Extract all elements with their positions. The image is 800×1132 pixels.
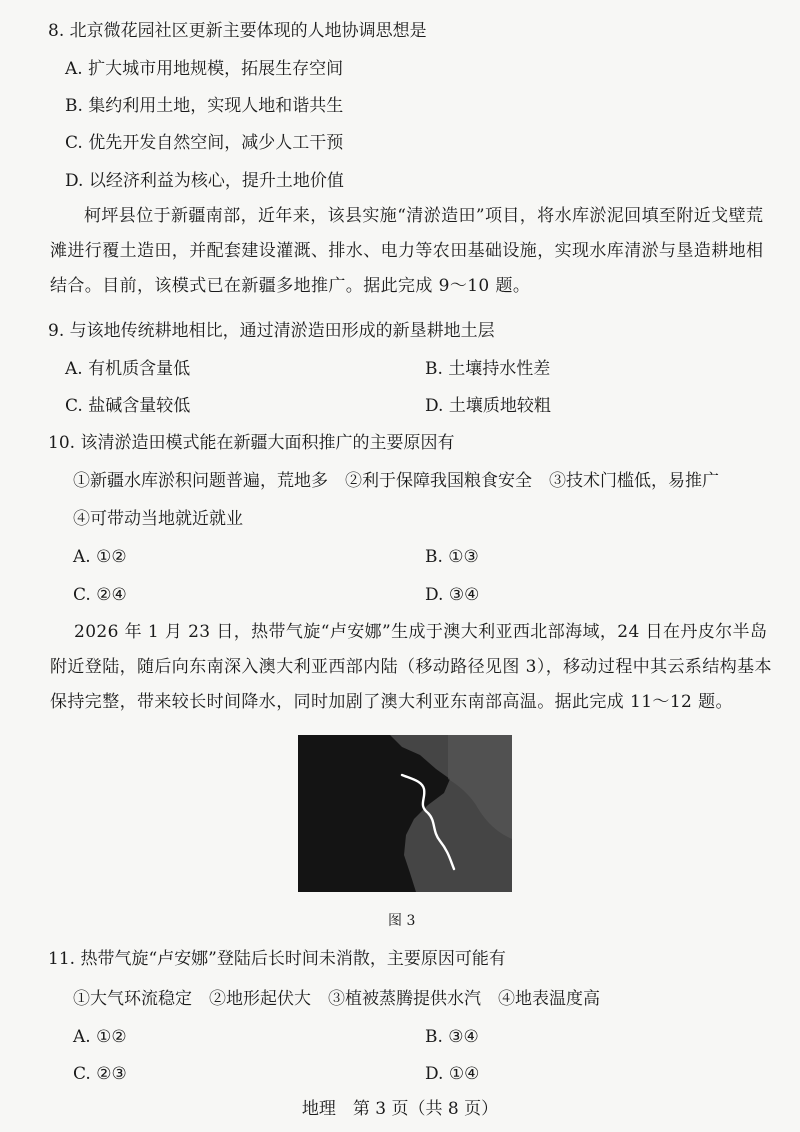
q8-option-b: B. 集约利用土地，实现人地和谐共生 [65, 96, 344, 116]
q11-option-c: C. ②③ [73, 1064, 127, 1084]
q9-option-a: A. 有机质含量低 [65, 359, 191, 379]
q11-option-a: A. ①② [73, 1027, 127, 1047]
q10-items-line1: ①新疆水库淤积问题普遍，荒地多 ②利于保障我国粮食安全 ③技术门槛低，易推广 [73, 471, 719, 491]
q10-option-c: C. ②④ [73, 585, 127, 605]
q8-option-c: C. 优先开发自然空间，减少人工干预 [65, 133, 344, 153]
q11-option-b: B. ③④ [425, 1027, 479, 1047]
q11-items: ①大气环流稳定 ②地形起伏大 ③植被蒸腾提供水汽 ④地表温度高 [73, 989, 600, 1009]
q9-stem: 9. 与该地传统耕地相比，通过清淤造田形成的新垦耕地土层 [48, 321, 495, 341]
q9-option-d: D. 土壤质地较粗 [425, 396, 551, 416]
q8-stem: 8. 北京微花园社区更新主要体现的人地协调思想是 [48, 21, 427, 41]
q10-option-d: D. ③④ [425, 585, 480, 605]
q9-option-b: B. 土壤持水性差 [425, 359, 551, 379]
q8-option-a: A. 扩大城市用地规模，拓展生存空间 [65, 59, 344, 79]
figure-3-cyclone-track-map [298, 735, 512, 892]
q10-stem: 10. 该清淤造田模式能在新疆大面积推广的主要原因有 [48, 433, 455, 453]
q11-option-d: D. ①④ [425, 1064, 480, 1084]
q8-option-d: D. 以经济利益为核心，提升土地价值 [65, 171, 344, 191]
q10-items-line2: ④可带动当地就近就业 [73, 509, 243, 529]
figure-3-caption: 图 3 [388, 913, 416, 929]
q10-option-a: A. ①② [73, 547, 127, 567]
passage-9-10: 柯坪县位于新疆南部，近年来，该县实施“清淤造田”项目，将水库淤泥回填至附近戈壁荒滩进行覆土造田，并配套建设灌溉、排水、电力等农田基础设施，实现水库清淤与垦造耕地相结合。目前，该模式已在新疆多地推广。据此完成 9～10 题。 [50, 206, 764, 296]
q9-option-c: C. 盐碱含量较低 [65, 396, 191, 416]
q11-stem: 11. 热带气旋“卢安娜”登陆后长时间未消散，主要原因可能有 [48, 949, 506, 969]
page-footer: 地理 第 3 页（共 8 页） [301, 1099, 499, 1119]
q10-option-b: B. ①③ [425, 547, 479, 567]
cyclone-map-svg [298, 735, 512, 892]
passage-11-12: 2026 年 1 月 23 日，热带气旋“卢安娜”生成于澳大利亚西北部海域，24 日在丹皮尔半岛附近登陆，随后向东南深入澳大利亚西部内陆（移动路径见图 3），移动过程中其云系结构基本保持完整，带来较长时间降水，同时加剧了澳大利亚东南部高温。据此完成 11～12 题。 [50, 622, 772, 712]
